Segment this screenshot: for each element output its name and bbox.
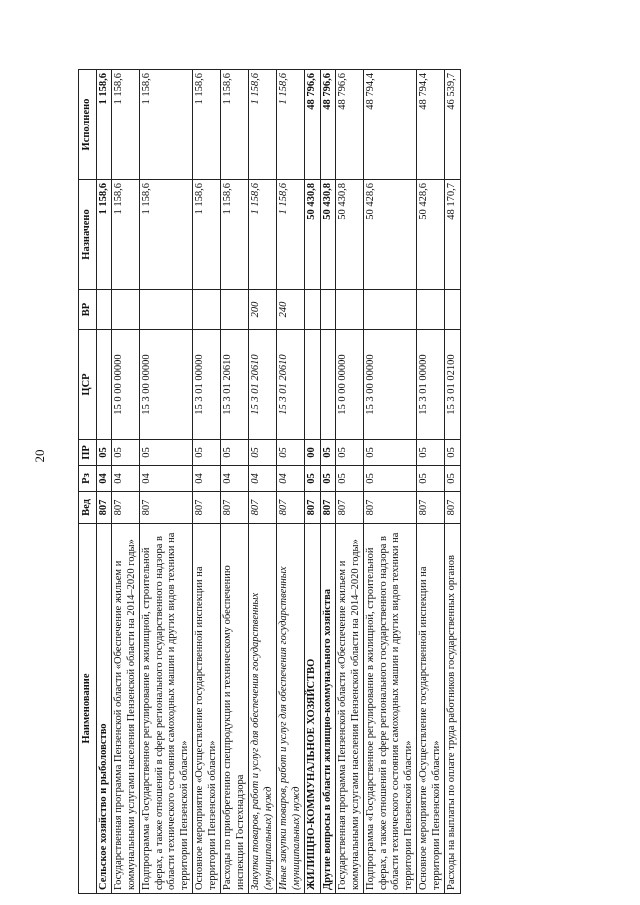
cell-executed: 1 158,6 [221, 70, 249, 180]
cell-subsection: 05 [320, 440, 336, 466]
cell-assigned: 50 428,6 [364, 180, 417, 290]
cell-assigned: 50 430,8 [320, 180, 336, 290]
cell-assigned: 1 158,6 [221, 180, 249, 290]
cell-assigned: 50 428,6 [417, 180, 445, 290]
cell-assigned: 48 170,7 [445, 180, 461, 290]
cell-executed: 48 796,6 [320, 70, 336, 180]
cell-executed: 1 158,6 [277, 70, 305, 180]
header-name: Наименование [79, 524, 97, 894]
cell-expense-type [336, 290, 364, 330]
cell-department: 807 [417, 492, 445, 524]
cell-assigned: 1 158,6 [140, 180, 193, 290]
table-row [417, 70, 445, 894]
cell-subsection: 05 [193, 440, 221, 466]
cell-subsection: 05 [112, 440, 140, 466]
cell-expense-type [320, 290, 336, 330]
cell-section: 04 [193, 466, 221, 492]
cell-department: 807 [364, 492, 417, 524]
cell-department: 807 [305, 492, 321, 524]
cell-assigned: 1 158,6 [112, 180, 140, 290]
cell-name: Другие вопросы в области жилищно-коммунального хозяйства [320, 524, 336, 894]
header-assigned: Назначено [79, 180, 97, 290]
budget-table [78, 69, 461, 894]
cell-section: 04 [140, 466, 193, 492]
table-row [193, 70, 221, 894]
cell-target-article: 15 3 01 00000 [417, 330, 445, 440]
cell-department: 807 [140, 492, 193, 524]
cell-expense-type [193, 290, 221, 330]
table-row [140, 70, 193, 894]
cell-executed: 1 158,6 [96, 70, 112, 180]
header-target-article: ЦСР [79, 330, 97, 440]
cell-expense-type [221, 290, 249, 330]
table-row [336, 70, 364, 894]
cell-executed: 1 158,6 [140, 70, 193, 180]
cell-target-article [305, 330, 321, 440]
cell-name: Закупка товаров, работ и услуг для обеспечения государственных (муниципальных) нужд [249, 524, 277, 894]
cell-subsection: 05 [96, 440, 112, 466]
table-row [112, 70, 140, 894]
cell-subsection: 05 [221, 440, 249, 466]
cell-department: 807 [193, 492, 221, 524]
cell-department: 807 [112, 492, 140, 524]
cell-executed: 48 796,6 [336, 70, 364, 180]
cell-executed: 46 539,7 [445, 70, 461, 180]
cell-assigned: 50 430,8 [336, 180, 364, 290]
cell-assigned: 1 158,6 [277, 180, 305, 290]
table-row [249, 70, 277, 894]
cell-target-article: 15 3 00 00000 [140, 330, 193, 440]
cell-section: 04 [277, 466, 305, 492]
table-row [364, 70, 417, 894]
cell-name: Государственная программа Пензенской области «Обеспечение жильем и коммунальными услугами населения Пензенской области на 2014–2020 годы» [112, 524, 140, 894]
cell-section: 04 [249, 466, 277, 492]
rotated-page-content [78, 70, 558, 894]
cell-department: 807 [445, 492, 461, 524]
cell-section: 05 [417, 466, 445, 492]
cell-assigned: 1 158,6 [249, 180, 277, 290]
cell-section: 05 [305, 466, 321, 492]
cell-expense-type [445, 290, 461, 330]
cell-department: 807 [249, 492, 277, 524]
cell-expense-type [96, 290, 112, 330]
cell-subsection: 00 [305, 440, 321, 466]
cell-target-article: 15 3 01 20610 [277, 330, 305, 440]
cell-expense-type [112, 290, 140, 330]
cell-executed: 48 794,4 [364, 70, 417, 180]
cell-executed: 48 796,6 [305, 70, 321, 180]
cell-subsection: 05 [249, 440, 277, 466]
cell-section: 04 [112, 466, 140, 492]
table-row [96, 70, 112, 894]
cell-name: Основное мероприятие «Осуществление государственной инспекции на территории Пензенской области» [417, 524, 445, 894]
table-row [305, 70, 321, 894]
cell-assigned: 50 430,8 [305, 180, 321, 290]
cell-department: 807 [96, 492, 112, 524]
cell-executed: 48 794,4 [417, 70, 445, 180]
cell-name: Основное мероприятие «Осуществление государственной инспекции на территории Пензенской области» [193, 524, 221, 894]
cell-name: Сельское хозяйство и рыболовство [96, 524, 112, 894]
cell-expense-type: 200 [249, 290, 277, 330]
cell-section: 05 [364, 466, 417, 492]
cell-department: 807 [336, 492, 364, 524]
cell-subsection: 05 [140, 440, 193, 466]
page-number: 20 [32, 449, 47, 463]
cell-target-article: 15 3 01 00000 [193, 330, 221, 440]
cell-name: ЖИЛИЩНО-КОММУНАЛЬНОЕ ХОЗЯЙСТВО [305, 524, 321, 894]
cell-executed: 1 158,6 [249, 70, 277, 180]
table-header-row [79, 70, 97, 894]
cell-target-article: 15 3 00 00000 [364, 330, 417, 440]
cell-name: Иные закупки товаров, работ и услуг для обеспечения государственных (муниципальных) нужд [277, 524, 305, 894]
cell-assigned: 1 158,6 [193, 180, 221, 290]
header-executed: Исполнено [79, 70, 97, 180]
header-section: Рз [79, 466, 97, 492]
cell-subsection: 05 [364, 440, 417, 466]
cell-expense-type [417, 290, 445, 330]
cell-target-article: 15 3 01 20610 [249, 330, 277, 440]
table-body [96, 70, 460, 894]
table-row [320, 70, 336, 894]
cell-name: Государственная программа Пензенской области «Обеспечение жильем и коммунальными услугами населения Пензенской области на 2014–2020 годы» [336, 524, 364, 894]
table-row [445, 70, 461, 894]
cell-target-article: 15 3 01 20610 [221, 330, 249, 440]
cell-subsection: 05 [445, 440, 461, 466]
header-department: Вед [79, 492, 97, 524]
cell-section: 05 [320, 466, 336, 492]
cell-subsection: 05 [336, 440, 364, 466]
cell-executed: 1 158,6 [193, 70, 221, 180]
table-row [221, 70, 249, 894]
cell-target-article: 15 0 00 00000 [112, 330, 140, 440]
cell-target-article [96, 330, 112, 440]
cell-assigned: 1 158,6 [96, 180, 112, 290]
cell-subsection: 05 [417, 440, 445, 466]
cell-name: Подпрограмма «Государственное регулирование в жилищной, строительной сферах, а также отношений в сфере регионального государственного надзора в области технического состояния самоходных машин и других видов техники на территории Пензенской области» [140, 524, 193, 894]
header-expense-type: ВР [79, 290, 97, 330]
cell-name: Расходы по приобретению спецпродукции и техническому обеспечению инспекции Гостехнадзора [221, 524, 249, 894]
cell-department: 807 [277, 492, 305, 524]
cell-target-article: 15 3 01 02100 [445, 330, 461, 440]
cell-expense-type [364, 290, 417, 330]
cell-target-article [320, 330, 336, 440]
header-subsection: ПР [79, 440, 97, 466]
cell-subsection: 05 [277, 440, 305, 466]
cell-target-article: 15 0 00 00000 [336, 330, 364, 440]
cell-section: 05 [445, 466, 461, 492]
cell-section: 05 [336, 466, 364, 492]
cell-name: Подпрограмма «Государственное регулирование в жилищной, строительной сферах, а также отношений в сфере регионального государственного надзора в области технического состояния самоходных машин и других видов техники на территории Пензенской области» [364, 524, 417, 894]
cell-name: Расходы на выплаты по оплате труда работников государственных органов [445, 524, 461, 894]
cell-department: 807 [221, 492, 249, 524]
cell-section: 04 [96, 466, 112, 492]
table-row [277, 70, 305, 894]
cell-expense-type [305, 290, 321, 330]
cell-expense-type: 240 [277, 290, 305, 330]
cell-section: 04 [221, 466, 249, 492]
cell-department: 807 [320, 492, 336, 524]
cell-executed: 1 158,6 [112, 70, 140, 180]
cell-expense-type [140, 290, 193, 330]
